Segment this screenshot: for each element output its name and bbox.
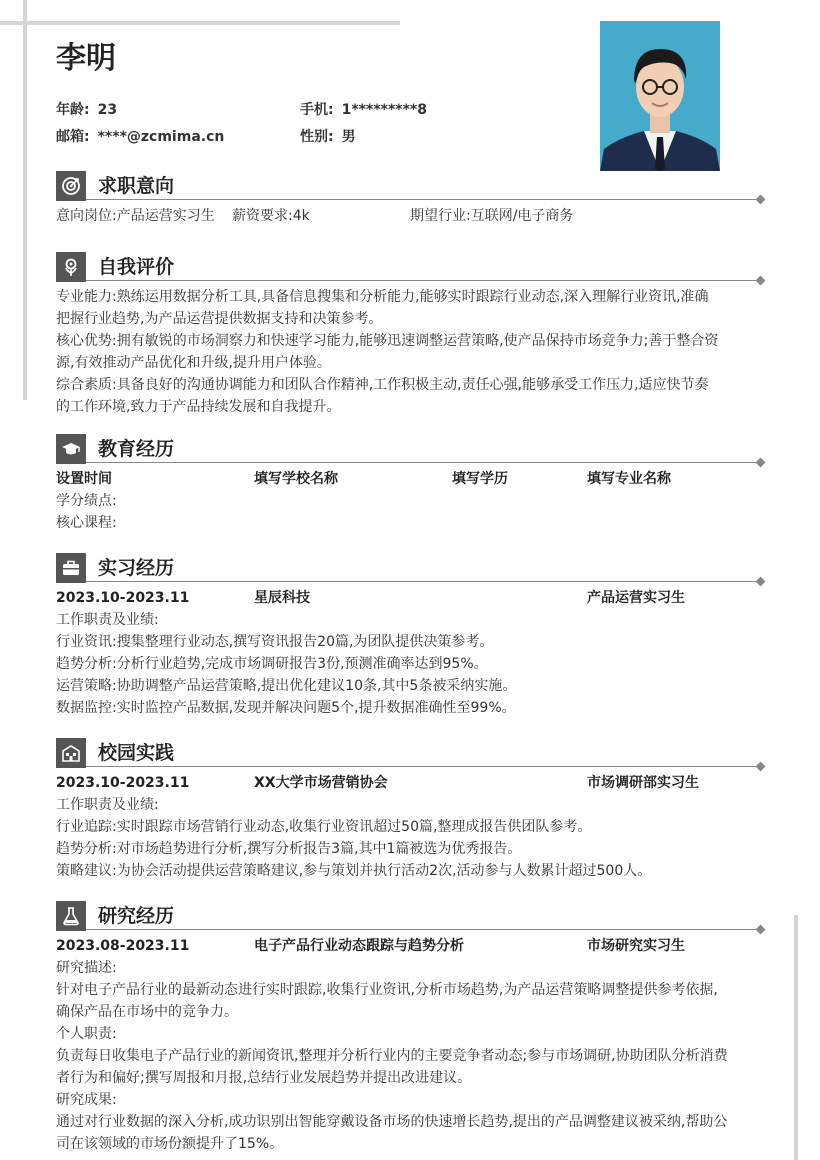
campus-org: XX大学市场营销协会 — [254, 775, 388, 791]
research-line: 通过对行业数据的深入分析,成功识别出智能穿戴设备市场的快速增长趋势,提出的产品调整建议被采纳,帮助公 — [56, 1114, 728, 1130]
campus-time: 2023.10-2023.11 — [56, 775, 190, 791]
research-line: 研究描述: — [56, 960, 117, 976]
internship-line: 运营策略:协助调整产品运营策略,提出优化建议10条,其中5条被采纳实施。 — [56, 678, 517, 694]
internship-line: 行业资讯:搜集整理行业动态,撰写资讯报告20篇,为团队提供决策参考。 — [56, 634, 494, 650]
gender-label: 性别: — [300, 129, 334, 145]
email-label: 邮箱: — [56, 129, 90, 145]
intent-industry: 期望行业:互联网/电子商务 — [410, 208, 574, 224]
campus-line: 行业追踪:实时跟踪市场营销行业动态,收集行业资讯超过50篇,整理成报告供团队参考。 — [56, 819, 592, 835]
campus-line: 工作职责及业绩: — [56, 797, 159, 813]
age-label: 年龄: — [56, 102, 90, 118]
section-rule — [86, 581, 760, 582]
education-school: 填写学校名称 — [254, 471, 338, 487]
section-campus-practice — [56, 738, 764, 882]
education-degree: 填写学历 — [452, 471, 508, 487]
flower-icon — [56, 252, 86, 282]
internship-line: 工作职责及业绩: — [56, 612, 159, 628]
self-eval-line: 源,有效推动产品优化和升级,提升用户体验。 — [56, 355, 331, 371]
gender-field — [300, 127, 356, 147]
self-eval-line: 综合素质:具备良好的沟通协调能力和团队合作精神,工作积极主动,责任心强,能够承受工作压力,适应快节奏 — [56, 377, 709, 393]
education-gpa: 学分绩点: — [56, 493, 117, 509]
research-line: 确保产品在市场中的竞争力。 — [56, 1004, 238, 1020]
intent-position: 意向岗位:产品运营实习生 — [56, 208, 215, 224]
internship-line: 数据监控:实时监控产品数据,发现并解决问题5个,提升数据准确性至99%。 — [56, 700, 516, 716]
self-eval-line: 把握行业趋势,为产品运营提供数据支持和决策参考。 — [56, 311, 383, 327]
profile-photo — [600, 21, 720, 171]
research-header-row — [56, 935, 764, 957]
section-header — [56, 553, 764, 583]
section-title: 实习经历 — [98, 557, 175, 579]
section-self-evaluation — [56, 252, 764, 418]
profile-photo-illustration — [600, 21, 720, 171]
decorative-right-bar — [794, 915, 798, 1160]
age-field — [56, 100, 117, 120]
campus-line: 策略建议:为协会活动提供运营策略建议,参与策划并执行活动2次,活动参与人数累计超过500人。 — [56, 863, 652, 879]
section-header — [56, 252, 764, 282]
section-rule — [86, 929, 760, 930]
age-value: 23 — [97, 102, 118, 118]
section-rule — [86, 280, 760, 281]
education-major: 填写专业名称 — [587, 471, 671, 487]
section-title: 求职意向 — [98, 175, 175, 197]
research-line: 研究成果: — [56, 1092, 117, 1108]
research-project: 电子产品行业动态跟踪与趋势分析 — [254, 938, 464, 954]
section-header — [56, 171, 764, 201]
campus-header-row — [56, 772, 764, 794]
section-header — [56, 738, 764, 768]
section-title: 研究经历 — [98, 905, 175, 927]
internship-role: 产品运营实习生 — [587, 590, 685, 606]
phone-field — [300, 100, 427, 120]
research-time: 2023.08-2023.11 — [56, 938, 190, 954]
phone-label: 手机: — [300, 102, 334, 118]
section-rule — [86, 462, 760, 463]
internship-org: 星辰科技 — [254, 590, 310, 606]
section-rule — [86, 766, 760, 767]
section-rule — [86, 199, 760, 200]
candidate-name: 李明 — [56, 41, 116, 76]
section-job-intent — [56, 171, 764, 227]
self-eval-line: 的工作环境,致力于产品持续发展和自我提升。 — [56, 399, 341, 415]
section-internship — [56, 553, 764, 719]
section-education — [56, 434, 764, 534]
phone-value: 1*********8 — [341, 102, 427, 118]
research-role: 市场研究实习生 — [587, 938, 685, 954]
intent-salary: 薪资要求:4k — [232, 208, 310, 224]
flask-icon — [56, 901, 86, 931]
section-title: 校园实践 — [98, 742, 175, 764]
email-value: ****@zcmima.cn — [97, 129, 225, 145]
research-line: 个人职责: — [56, 1026, 117, 1042]
self-eval-line: 核心优势:拥有敏锐的市场洞察力和快速学习能力,能够迅速调整运营策略,使产品保持市场竞争力;善于整合资 — [56, 333, 719, 349]
research-line: 负责每日收集电子产品行业的新闻资讯,整理并分析行业内的主要竞争者动态;参与市场调研,协助团队分析消费 — [56, 1048, 728, 1064]
section-title: 教育经历 — [98, 438, 175, 460]
briefcase-icon — [56, 553, 86, 583]
internship-line: 趋势分析:分析行业趋势,完成市场调研报告3份,预测准确率达到95%。 — [56, 656, 488, 672]
building-icon — [56, 738, 86, 768]
decorative-left-bar — [23, 0, 27, 400]
research-line: 针对电子产品行业的最新动态进行实时跟踪,收集行业资讯,分析市场趋势,为产品运营策略调整提供参考依据, — [56, 982, 718, 998]
section-title: 自我评价 — [98, 256, 175, 278]
intent-row — [56, 205, 764, 227]
campus-role: 市场调研部实习生 — [587, 775, 699, 791]
target-icon — [56, 171, 86, 201]
section-header — [56, 901, 764, 931]
gender-value: 男 — [341, 129, 356, 145]
self-eval-line: 专业能力:熟练运用数据分析工具,具备信息搜集和分析能力,能够实时跟踪行业动态,深入理解行业资讯,准确 — [56, 289, 709, 305]
research-line: 司在该领域的市场份额提升了15%。 — [56, 1136, 284, 1152]
graduation-cap-icon — [56, 434, 86, 464]
research-line: 者行为和偏好;撰写周报和月报,总结行业发展趋势并提出改进建议。 — [56, 1070, 472, 1086]
internship-header-row — [56, 587, 764, 609]
decorative-top-bar — [0, 21, 400, 25]
campus-line: 趋势分析:对市场趋势进行分析,撰写分析报告3篇,其中1篇被选为优秀报告。 — [56, 841, 522, 857]
education-courses: 核心课程: — [56, 515, 117, 531]
education-header-row — [56, 468, 764, 490]
internship-time: 2023.10-2023.11 — [56, 590, 190, 606]
section-research — [56, 901, 764, 1155]
section-header — [56, 434, 764, 464]
email-field — [56, 127, 224, 147]
education-time: 设置时间 — [56, 471, 112, 487]
